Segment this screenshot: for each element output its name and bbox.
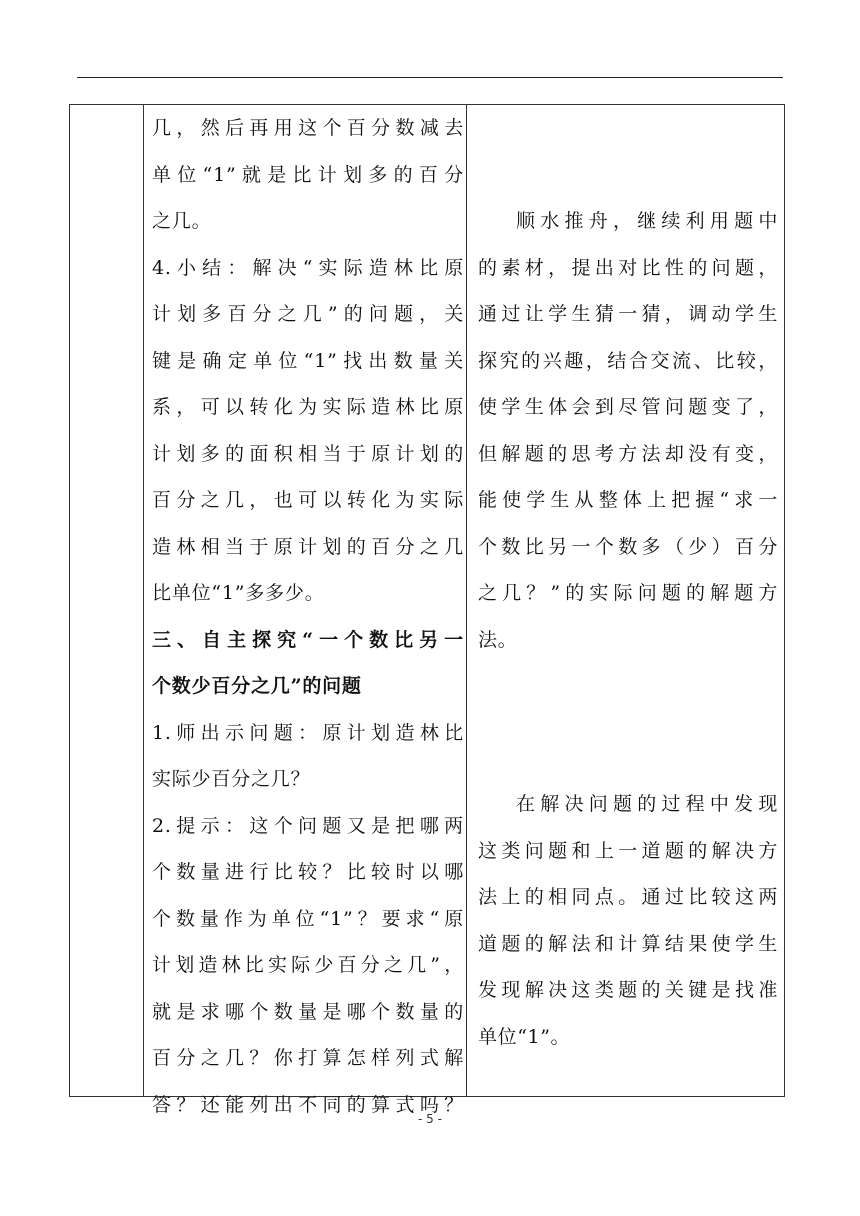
text-line: 就是求哪个数量是哪个数量的 xyxy=(152,1000,464,1023)
text-line: 这类问题和上一道题的解决方 xyxy=(478,839,778,862)
column-divider-right xyxy=(466,105,467,1096)
text-line: 在解决问题的过程中发现 xyxy=(516,793,778,815)
text-line: 道题的解法和计算结果使学生 xyxy=(478,932,778,955)
text-line: 之几？”的实际问题的解题方 xyxy=(478,582,778,604)
text-line: 计划多百分之几”的问题，关 xyxy=(152,303,464,325)
text-line: 造林相当于原计划的百分之几 xyxy=(152,535,464,558)
column-divider-left xyxy=(143,105,144,1096)
text-line: 个数比另一个数多（少）百分 xyxy=(478,535,778,558)
page-number: - 5 - xyxy=(418,1112,442,1126)
lesson-table xyxy=(69,104,785,1116)
text-line: 之几。 xyxy=(152,210,212,232)
text-line: 但解题的思考方法却没有变， xyxy=(478,442,778,465)
text-line: 单位“1”。 xyxy=(478,1025,571,1048)
text-line: 比单位“1”多多少。 xyxy=(152,582,325,604)
text-line: 能使学生从整体上把握“求一 xyxy=(478,489,778,511)
teaching-process-column xyxy=(152,105,464,1128)
text-line: 个数量作为单位“1”？要求“原 xyxy=(152,907,464,930)
text-line: 百分之几，也可以转化为实际 xyxy=(152,489,464,511)
text-line: 顺水推舟，继续利用题中 xyxy=(516,210,778,232)
text-line: 使学生体会到尽管问题变了， xyxy=(478,396,778,418)
text-line: 的素材，提出对比性的问题， xyxy=(478,256,778,279)
text-line: 计划造林比实际少百分之几”， xyxy=(152,954,464,976)
text-line: 个数量进行比较？比较时以哪 xyxy=(152,861,464,883)
text-line: 系，可以转化为实际造林比原 xyxy=(152,396,464,418)
text-line: 法上的相同点。通过比较这两 xyxy=(478,886,778,908)
text-line: 4.小结：解决“实际造林比原 xyxy=(152,256,464,279)
text-line: 发现解决这类题的关键是找准 xyxy=(478,979,778,1001)
text-line: 通过让学生猜一猜，调动学生 xyxy=(478,303,778,325)
text-line: 1.师出示问题：原计划造林比 xyxy=(152,721,464,744)
design-intent-block-1 xyxy=(478,198,778,663)
text-line: 计划多的面积相当于原计划的 xyxy=(152,442,464,465)
design-intent-block-2 xyxy=(478,781,778,1060)
text-line: 答？还能列出不同的算式吗？ xyxy=(152,1093,464,1116)
text-line: 探究的兴趣，结合交流、比较， xyxy=(478,349,778,372)
text-line: 2.提示：这个问题又是把哪两 xyxy=(152,814,464,837)
text-line: 键是确定单位“1”找出数量关 xyxy=(152,349,464,372)
text-line: 单位“1”就是比计划多的百分 xyxy=(152,163,464,186)
text-line: 法。 xyxy=(478,628,518,651)
section-heading: 三、自主探究“一个数比另一 xyxy=(152,628,464,651)
text-line: 百分之几？你打算怎样列式解 xyxy=(152,1047,464,1069)
text-line: 实际少百分之几？ xyxy=(152,768,311,790)
text-line: 几，然后再用这个百分数减去 xyxy=(152,117,464,139)
header-rule xyxy=(77,77,783,78)
section-heading: 个数少百分之几”的问题 xyxy=(152,675,362,697)
